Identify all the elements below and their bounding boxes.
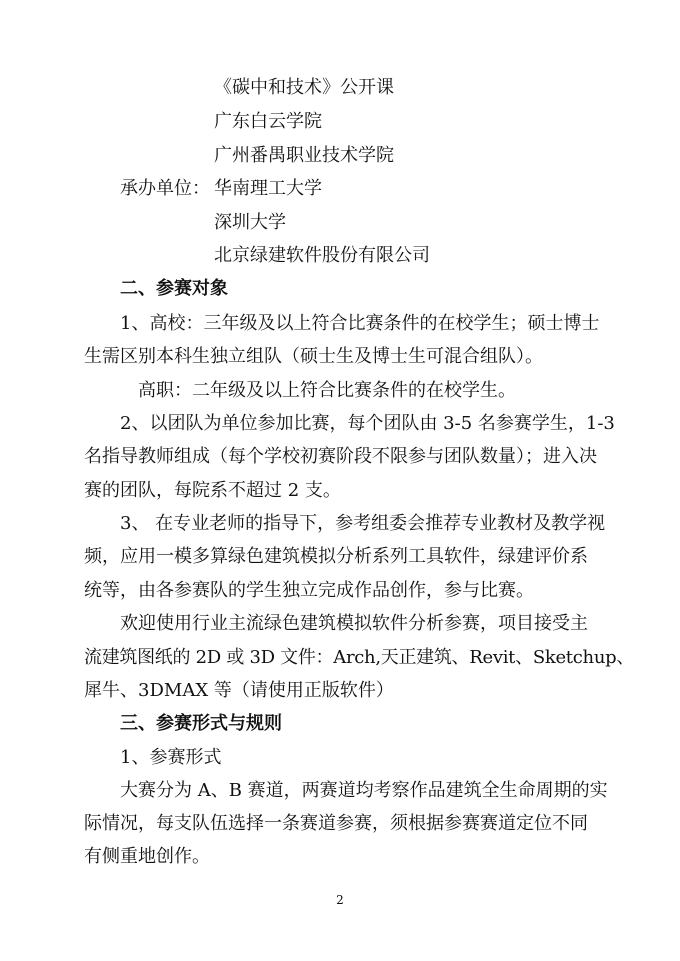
section-3-subheading-1: 1、参赛形式 (120, 747, 222, 768)
section-2-para-4-line-3: 统等，由各参赛队的学生独立完成作品创作，参与比赛。 (84, 580, 534, 601)
host-org-2: 深圳大学 (214, 212, 286, 233)
section-2-para-5-line-2: 流建筑图纸的 2D 或 3D 文件：Arch,天正建筑、Revit、Sketchup、 (84, 647, 635, 668)
section-2-para-5-line-1: 欢迎使用行业主流绿色建筑模拟软件分析参赛，项目接受主 (120, 613, 588, 634)
host-label: 承办单位： (120, 178, 210, 199)
section-3-heading: 三、参赛形式与规则 (120, 713, 282, 734)
section-2-para-3-line-1: 2、以团队为单位参加比赛，每个团队由 3-5 名参赛学生，1-3 (120, 413, 615, 434)
section-3-para-1-line-2: 际情况，每支队伍选择一条赛道参赛，须根据参赛赛道定位不同 (84, 813, 588, 834)
section-3-para-1-line-3: 有侧重地创作。 (84, 846, 210, 867)
supporting-org-3: 广州番禺职业技术学院 (214, 145, 394, 166)
section-2-para-4-line-1: 3、 在专业老师的指导下，参考组委会推荐专业教材及教学视 (120, 513, 606, 534)
section-2-para-2: 高职：二年级及以上符合比赛条件的在校学生。 (138, 380, 516, 401)
section-2-para-1-line-2: 生需区别本科生独立组队（硕士生及博士生可混合组队）。 (84, 346, 543, 367)
section-2-para-3-line-2: 名指导教师组成（每个学校初赛阶段不限参与团队数量）；进入决 (84, 446, 597, 467)
section-3-para-1-line-1: 大赛分为 A、B 赛道，两赛道均考察作品建筑全生命周期的实 (120, 780, 608, 801)
page-number: 2 (336, 893, 344, 907)
host-org-1: 华南理工大学 (214, 178, 322, 199)
section-2-para-4-line-2: 频，应用一模多算绿色建筑模拟分析系列工具软件，绿建评价系 (84, 546, 588, 567)
supporting-org-1: 《碳中和技术》公开课 (214, 77, 394, 98)
host-org-3: 北京绿建软件股份有限公司 (214, 245, 430, 266)
section-2-heading: 二、参赛对象 (120, 278, 228, 299)
supporting-org-2: 广东白云学院 (214, 111, 322, 132)
section-2-para-3-line-3: 赛的团队，每院系不超过 2 支。 (84, 480, 341, 501)
section-2-para-1-line-1: 1、高校：三年级及以上符合比赛条件的在校学生；硕士博士 (120, 313, 600, 334)
section-2-para-5-line-3: 犀牛、3DMAX 等（请使用正版软件） (84, 680, 394, 701)
